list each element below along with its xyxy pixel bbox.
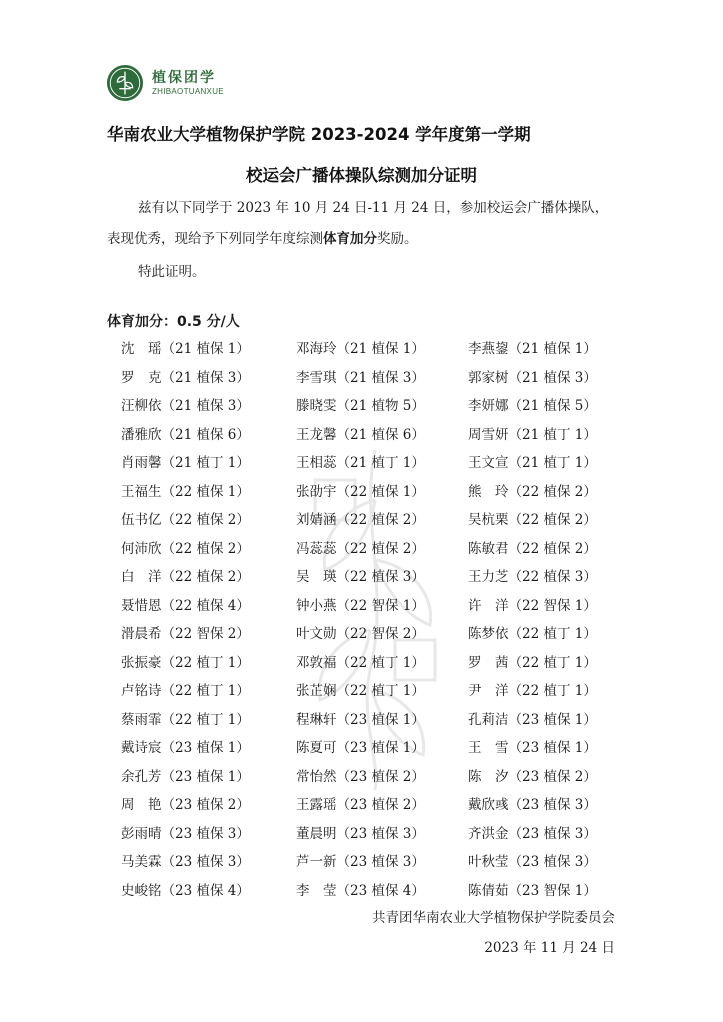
student-entry: 李雪琪（21 植保 3） [296,369,425,386]
student-entry: 郭家树（21 植保 3） [468,369,597,386]
student-entry: 聂惜恩（22 植保 4） [121,597,250,614]
student-row [121,567,611,596]
student-entry: 吴杭栗（22 植保 2） [468,512,597,528]
student-row [121,624,611,653]
logo-name-en: ZHIBAOTUANXUE [152,87,224,96]
student-entry: 邓敦福（22 植丁 1） [296,654,425,671]
student-entry: 常怡然（23 植保 2） [296,768,425,785]
student-row [121,767,611,796]
student-entry: 叶秋莹（23 植保 3） [468,854,597,870]
student-entry: 程琳轩（23 植保 1） [296,711,425,728]
body-paragraph-line1: 兹有以下同学于 2023 年 10 月 24 日-11 月 24 日，参加校运会广播体操队， [138,200,609,216]
student-row [121,339,611,368]
student-entry: 滑晨希（22 智保 2） [121,626,250,642]
student-entry: 李妍娜（21 植保 5） [468,398,597,414]
student-entry: 叶文勋（22 智保 2） [296,626,425,642]
student-entry: 陈倩茹（23 智保 1） [468,882,597,899]
body-paragraph-line2 [107,229,418,249]
student-entry: 戴欣彧（23 植保 3） [468,797,597,813]
student-entry: 王露瑶（23 植保 2） [296,797,425,813]
student-entry: 肖雨馨（21 植丁 1） [121,455,250,471]
student-entry: 周雪妍（21 植丁 1） [468,426,597,443]
document-title-line1: 华南农业大学植物保护学院 2023-2024 学年度第一学期 [107,125,531,144]
student-row [121,510,611,539]
leaf-emblem-icon [106,64,144,102]
student-entry: 孔莉洁（23 植保 1） [468,711,597,728]
student-entry: 王 雪（23 植保 1） [468,740,597,756]
student-entry: 潘雅欣（21 植保 6） [121,426,250,443]
body-text-post: 奖励。 [377,231,418,247]
student-row [121,425,611,454]
section-title: 体育加分：0.5 分/人 [107,314,240,330]
student-row [121,368,611,397]
student-entry: 陈夏可（23 植保 1） [296,740,425,756]
student-entry: 李 莹（23 植保 4） [296,882,425,899]
student-entry: 汪柳依（21 植保 3） [121,398,250,414]
student-row [121,824,611,853]
student-entry: 吴 瑛（22 植保 3） [296,569,425,585]
student-entry: 邓海玲（21 植保 1） [296,341,425,357]
logo-name-cn: 植保团学 [152,70,216,86]
student-entry: 尹 洋（22 植丁 1） [468,683,597,699]
student-row [121,681,611,710]
student-entry: 张芷娴（22 植丁 1） [296,683,425,699]
student-row [121,453,611,482]
student-row [121,852,611,881]
header-logo [106,64,224,102]
student-entry: 王福生（22 植保 1） [121,483,250,500]
student-entry: 齐洪金（23 植保 3） [468,825,597,842]
student-entry: 彭雨晴（23 植保 3） [121,825,250,842]
student-entry: 周 艳（23 植保 2） [121,797,250,813]
student-entry: 卢铭诗（22 植丁 1） [121,683,250,699]
student-list [121,339,611,909]
student-entry: 陈 汐（23 植保 2） [468,768,597,785]
special-statement: 特此证明。 [138,264,206,280]
student-entry: 陈敏君（22 植保 2） [468,540,597,557]
student-entry: 罗 茜（22 植丁 1） [468,654,597,671]
student-entry: 马美霖（23 植保 3） [121,854,250,870]
student-entry: 余孔芳（23 植保 1） [121,768,250,785]
student-row [121,396,611,425]
student-entry: 钟小燕（22 智保 1） [296,597,425,614]
student-entry: 王力芝（22 植保 3） [468,569,597,585]
logo-text [152,69,224,97]
student-entry: 王龙馨（21 植保 6） [296,426,425,443]
student-entry: 王相蕊（21 植丁 1） [296,455,425,471]
student-entry: 张振豪（22 植丁 1） [121,654,250,671]
student-row [121,881,611,910]
student-entry: 董晨明（23 植保 3） [296,825,425,842]
signature-date: 2023 年 11 月 24 日 [484,940,615,956]
body-text-bold: 体育加分 [323,231,377,247]
signature: 共青团华南农业大学植物保护学院委员会 [372,910,615,926]
student-entry: 张劭宇（22 植保 1） [296,483,425,500]
student-entry: 李燕鋆（21 植保 1） [468,341,597,357]
student-entry: 陈梦依（22 植丁 1） [468,626,597,642]
student-entry: 蔡雨霏（22 植丁 1） [121,711,250,728]
student-entry: 芦一新（23 植保 3） [296,854,425,870]
student-row [121,738,611,767]
student-entry: 伍书亿（22 植保 2） [121,512,250,528]
student-row [121,539,611,568]
student-entry: 何沛欣（22 植保 2） [121,540,250,557]
student-row [121,710,611,739]
student-entry: 熊 玲（22 植保 2） [468,483,597,500]
student-row [121,795,611,824]
student-entry: 戴诗宸（23 植保 1） [121,740,250,756]
document-title-line2: 校运会广播体操队综测加分证明 [246,166,477,185]
student-row [121,596,611,625]
student-entry: 冯蕊蕊（22 植保 2） [296,540,425,557]
student-entry: 刘婧涵（22 植保 2） [296,512,425,528]
student-entry: 滕晓雯（21 植物 5） [296,398,425,414]
student-entry: 罗 克（21 植保 3） [121,369,250,386]
student-row [121,482,611,511]
student-entry: 王文宣（21 植丁 1） [468,455,597,471]
body-text-pre: 表现优秀，现给予下列同学年度综测 [107,231,323,247]
student-entry: 许 洋（22 智保 1） [468,597,597,614]
student-entry: 沈 瑶（21 植保 1） [121,341,250,357]
student-entry: 白 洋（22 植保 2） [121,569,250,585]
student-entry: 史峻铭（23 植保 4） [121,882,250,899]
student-row [121,653,611,682]
